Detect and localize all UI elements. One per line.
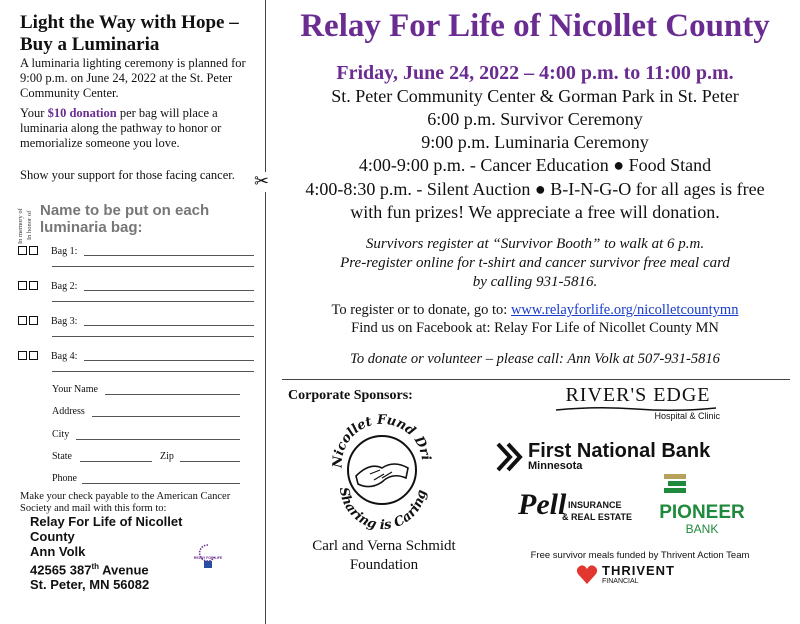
memory-checkbox[interactable]: [18, 316, 27, 325]
address-line-1: Relay For Life of Nicollet County: [30, 514, 183, 544]
bag-name-line[interactable]: [84, 360, 254, 361]
bag-row-2: [18, 280, 254, 296]
state-label: State: [52, 451, 72, 462]
bingo-note: with fun prizes! We appreciate a free will donation.: [350, 202, 720, 222]
address-line-3: 42565 387th Avenue: [30, 562, 149, 578]
luminaria-intro: A luminaria lighting ceremony is planned for 9:00 p.m. on June 24, 2022 at the St. Peter Community Center.: [20, 56, 246, 100]
first-national-bank-logo: First National Bank Minnesota: [498, 440, 778, 474]
event-title: Relay For Life of Nicollet County: [300, 8, 770, 44]
honor-checkbox[interactable]: [29, 316, 38, 325]
your-name-label: Your Name: [52, 384, 98, 395]
svg-text:Sharing is Caring: Sharing is Caring: [335, 486, 430, 530]
survivor-ceremony: 6:00 p.m. Survivor Ceremony: [427, 109, 643, 129]
facebook-line: Find us on Facebook at: Relay For Life of Nicollet County MN: [351, 320, 719, 336]
bag-row-4: [18, 350, 254, 366]
register-link[interactable]: www.relayforlife.org/nicolletcountymn: [510, 302, 739, 318]
rivers-edge-logo: RIVER'S EDGE Hospital & Clinic: [548, 384, 728, 421]
donation-text: Your $10 donation per bag will place a luminaria along the pathway to honor or memorialize someone you love.: [20, 106, 222, 150]
bag-name-line-2[interactable]: [52, 301, 254, 302]
sponsors-label: Corporate Sponsors:: [288, 388, 413, 403]
memory-checkbox[interactable]: [18, 246, 27, 255]
in-memory-label: In memory of: [17, 208, 24, 244]
mail-instructions: Make your check payable to the American Cancer Society and mail with this form to:: [20, 491, 231, 514]
address-line-2: Ann Volk: [30, 544, 86, 559]
bag-label: Bag 4:: [51, 351, 78, 362]
luminaria-form: [14, 200, 254, 492]
in-honor-label: In honor of: [26, 210, 33, 240]
thrivent-note: Free survivor meals funded by Thrivent Action Team: [530, 550, 750, 561]
foundation-name: Carl and Verna Schmidt Foundation: [312, 538, 456, 573]
bag-name-line-2[interactable]: [52, 371, 254, 372]
sponsor-divider: [282, 379, 790, 380]
luminaria-ceremony: 9:00 p.m. Luminaria Ceremony: [421, 132, 649, 152]
bag-row-1: [18, 245, 254, 261]
bag-label: Bag 3:: [51, 316, 78, 327]
bag-name-line-2[interactable]: [52, 266, 254, 267]
luminaria-title: Light the Way with Hope – Buy a Luminaria: [20, 12, 239, 55]
event-date: Friday, June 24, 2022 – 4:00 p.m. to 11:00 p.m.: [336, 62, 734, 84]
event-location: St. Peter Community Center & Gorman Park in St. Peter: [331, 86, 739, 106]
silent-auction: 4:00-8:30 p.m. - Silent Auction ● B-I-N-G-O for all ages is free: [305, 179, 765, 199]
register-line: To register or to donate, go to: www.relayforlife.org/nicolletcountymn: [331, 302, 739, 318]
honor-checkbox[interactable]: [29, 281, 38, 290]
volunteer-line: To donate or volunteer – please call: Ann Volk at 507-931-5816: [350, 351, 720, 367]
address-line-4: St. Peter, MN 56082: [30, 577, 150, 593]
state-line[interactable]: [80, 461, 152, 462]
bag-label: Bag 1:: [51, 246, 78, 257]
education-food: 4:00-9:00 p.m. - Cancer Education ● Food Stand: [358, 155, 712, 175]
fund-drive-logo: [322, 408, 442, 530]
bag-row-3: [18, 315, 254, 331]
cut-divider: [265, 0, 266, 624]
city-line[interactable]: [76, 439, 240, 440]
form-heading: Name to be put on each luminaria bag:: [40, 202, 210, 236]
phone-label: Phone: [52, 473, 77, 484]
pre-register: Pre-register online for t-shirt and cancer survivor free meal card: [340, 255, 730, 271]
bag-name-line[interactable]: [84, 290, 254, 291]
bag-name-line-2[interactable]: [52, 336, 254, 337]
pioneer-bank-logo: PIONEER BANK: [650, 474, 760, 544]
zip-label: Zip: [160, 451, 174, 462]
phone-line[interactable]: [82, 483, 240, 484]
city-label: City: [52, 429, 70, 440]
address-line[interactable]: [92, 416, 240, 417]
support-text: Show your support for those facing cancer.: [20, 168, 235, 182]
address-label: Address: [52, 406, 85, 417]
memory-checkbox[interactable]: [18, 351, 27, 360]
pell-insurance-logo: Pell INSURANCE & REAL ESTATE: [518, 488, 633, 522]
bag-name-line[interactable]: [84, 325, 254, 326]
honor-checkbox[interactable]: [29, 351, 38, 360]
zip-line[interactable]: [180, 461, 240, 462]
bag-name-line[interactable]: [84, 255, 254, 256]
thrivent-logo: THRIVENT FINANCIAL: [576, 563, 716, 589]
svg-text:RELAY FOR LIFE: RELAY FOR LIFE: [193, 556, 223, 560]
call-number: by calling 931-5816.: [472, 274, 598, 290]
relay-for-life-logo: [193, 544, 223, 570]
honor-checkbox[interactable]: [29, 246, 38, 255]
your-name-line[interactable]: [105, 394, 240, 395]
bag-label: Bag 2:: [51, 281, 78, 292]
survivor-register: Survivors register at “Survivor Booth” to walk at 6 p.m.: [365, 236, 705, 252]
memory-checkbox[interactable]: [18, 281, 27, 290]
scissors-icon: ✂: [254, 171, 270, 192]
svg-text:Nicollet Fund Drive: Nicollet Fund Dri: [330, 412, 434, 469]
